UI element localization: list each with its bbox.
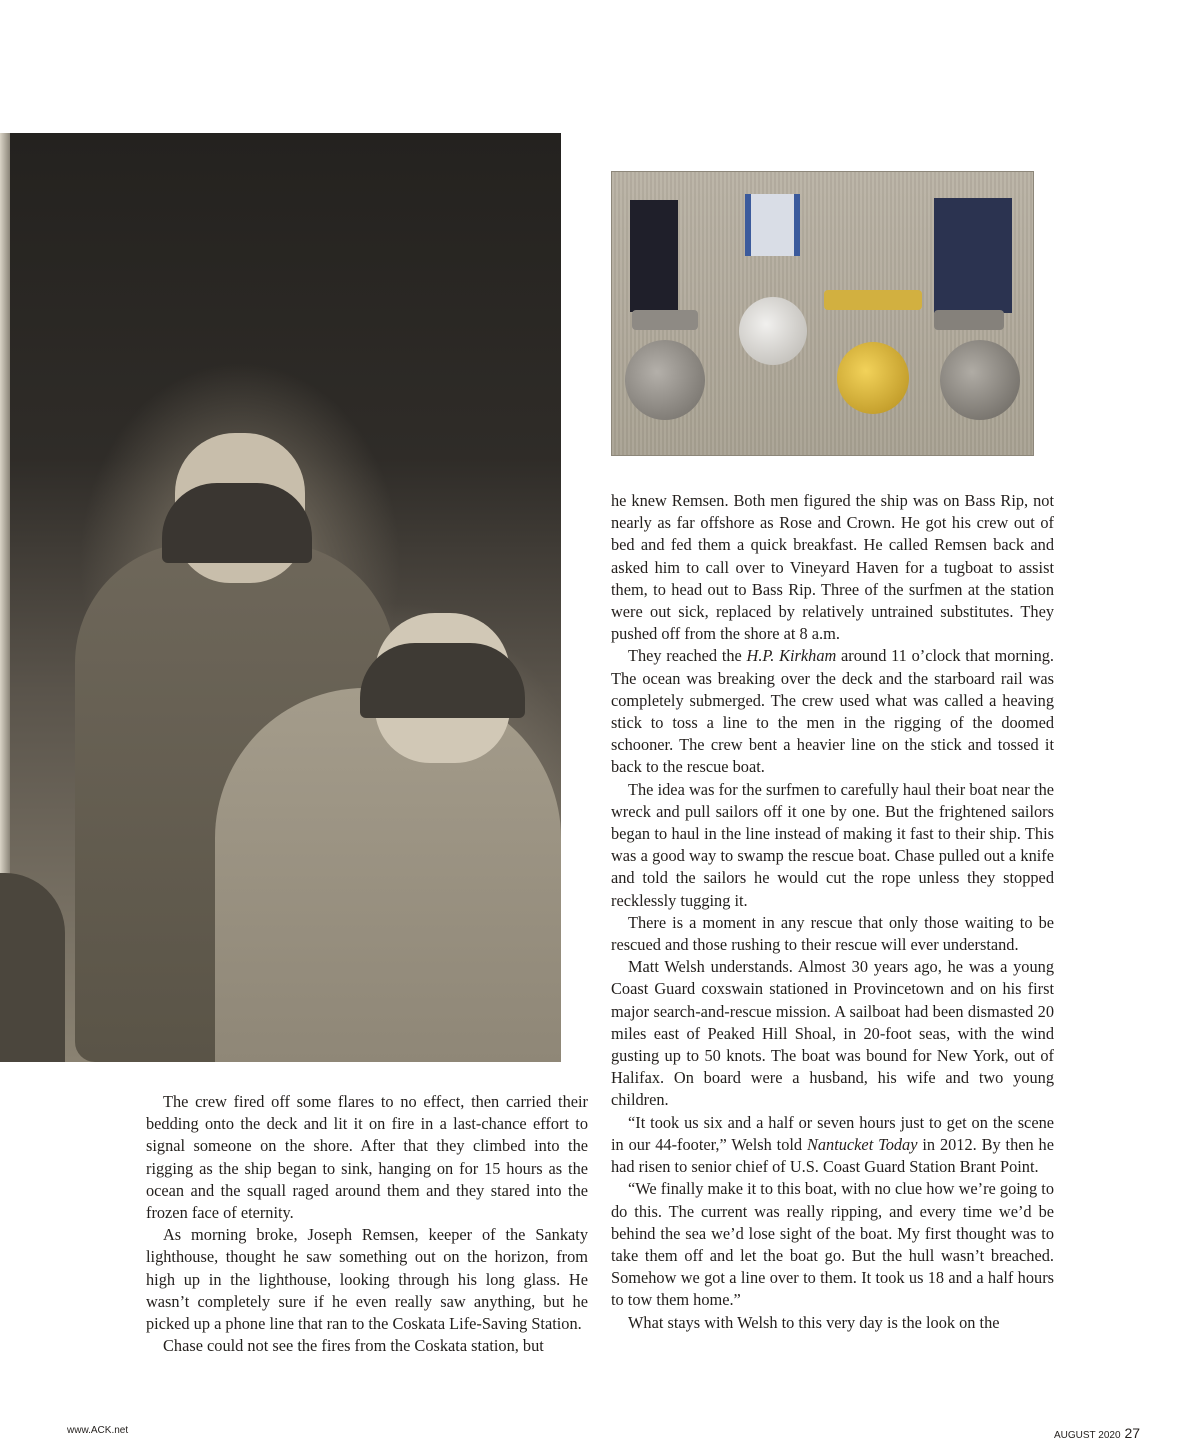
footer-page-info xyxy=(1054,1425,1140,1441)
footer-url: www.ACK.net xyxy=(67,1425,129,1436)
medal-clasp-4 xyxy=(934,310,1004,330)
medals-photo xyxy=(611,171,1034,456)
paragraph: As morning broke, Joseph Remsen, keeper of the Sankaty lighthouse, thought he saw something out on the horizon, from high up in the lighthouse, looking through his long glass. He wasn’t completely sure if he even really saw anything, but he picked up a phone line that ran to the Coskata Life-Saving Station. xyxy=(146,1225,588,1334)
publication-name: Nantucket Today xyxy=(806,1134,918,1154)
paragraph: Matt Welsh understands. Almost 30 years ago, he was a young Coast Guard coxswain stationed in Provincetown and on his first major search-and-rescue mission. A sailboat had been dismasted 20 miles east of Peaked Hill Shoal, in 20-foot seas, with the wind gusting up to 50 knots. The boat was bound for New York, out of Halifax. On board were a husband, his wife and two young children. xyxy=(611,957,1054,1110)
article-column-right xyxy=(611,490,1054,1334)
issue-date: AUGUST 2020 xyxy=(1054,1430,1121,1441)
text-run: around 11 o’clock that morning. The ocean was breaking over the deck and the starboard rail was completely submerged. The crew used what was called a heaving stick to toss a line to the men in the rigging of the doomed schooner. The crew bent a heavier line on the stick and tossed it back to the rescue boat. xyxy=(611,646,1055,777)
text-run: in 2012. By then he had risen to senior chief of U.S. Coast Guard Station Brant Point. xyxy=(611,1134,1054,1177)
surfman-cap-right xyxy=(360,643,525,718)
text-run: They reached the xyxy=(628,646,747,666)
paragraph xyxy=(611,1112,1054,1179)
paragraph xyxy=(611,645,1054,778)
medal-clasp-1 xyxy=(632,310,698,330)
silver-medal-1 xyxy=(625,340,705,420)
ship-name: H.P. Kirkham xyxy=(746,646,837,666)
paragraph: There is a moment in any rescue that only those waiting to be rescued and those rushing to their rescue will ever understand. xyxy=(611,912,1054,955)
medal-ribbon-4 xyxy=(934,198,1012,313)
paragraph: Chase could not see the fires from the Coskata station, but xyxy=(163,1336,544,1356)
page-number: 27 xyxy=(1124,1425,1141,1441)
crew-photo xyxy=(0,133,561,1062)
silver-medal-2 xyxy=(739,297,807,365)
article-column-left xyxy=(146,1091,588,1357)
paragraph: What stays with Welsh to this very day is the look on the xyxy=(628,1312,1000,1332)
paragraph: The crew fired off some flares to no effect, then carried their bedding onto the deck and lit it on fire in a last-chance effort to signal someone on the shore. After that they climbed into the rigging as the ship began to sink, hanging on for 15 hours as the ocean and the squall raged around them and they stared into the frozen face of eternity. xyxy=(146,1092,588,1223)
gold-medal-clasp xyxy=(824,290,922,310)
medal-ribbon-2 xyxy=(745,194,800,256)
third-surfman-edge xyxy=(0,873,65,1062)
medal-ribbon-1 xyxy=(630,200,678,312)
silver-medal-4 xyxy=(940,340,1020,420)
paragraph: he knew Remsen. Both men figured the ship was on Bass Rip, not nearly as far offshore as Rose and Crown. He got his crew out of bed and fed them a quick breakfast. He called Remsen back and asked him to call over to Vineyard Haven for a tugboat to assist them, to head out to Bass Rip. Three of the surfmen at the station were out sick, replaced by relatively untrained substitutes. They pushed off from the shore at 8 a.m. xyxy=(611,491,1054,644)
paragraph: The idea was for the surfmen to carefully haul their boat near the wreck and pull sailors off it one by one. But the frightened sailors began to haul in the line instead of making it fast to their ship. This was a good way to swamp the rescue boat. Chase pulled out a knife and told the sailors he would cut the rope unless they stopped recklessly tugging it. xyxy=(611,779,1054,910)
text-run: “It took us six and a half or seven hours just to get on the scene in our 44-footer,” Welsh told xyxy=(611,1112,1054,1154)
paragraph: “We finally make it to this boat, with no clue how we’re going to do this. The current was really ripping, and every time we’d be behind the sea we’d lose sight of the boat. My first thought was to take them off and let the boat go. But the hull wasn’t breached. Somehow we got a line over to them. It took us 18 and a half hours to tow them home.” xyxy=(611,1179,1054,1310)
surfman-cap-left xyxy=(162,483,312,563)
gold-medal xyxy=(837,342,909,414)
